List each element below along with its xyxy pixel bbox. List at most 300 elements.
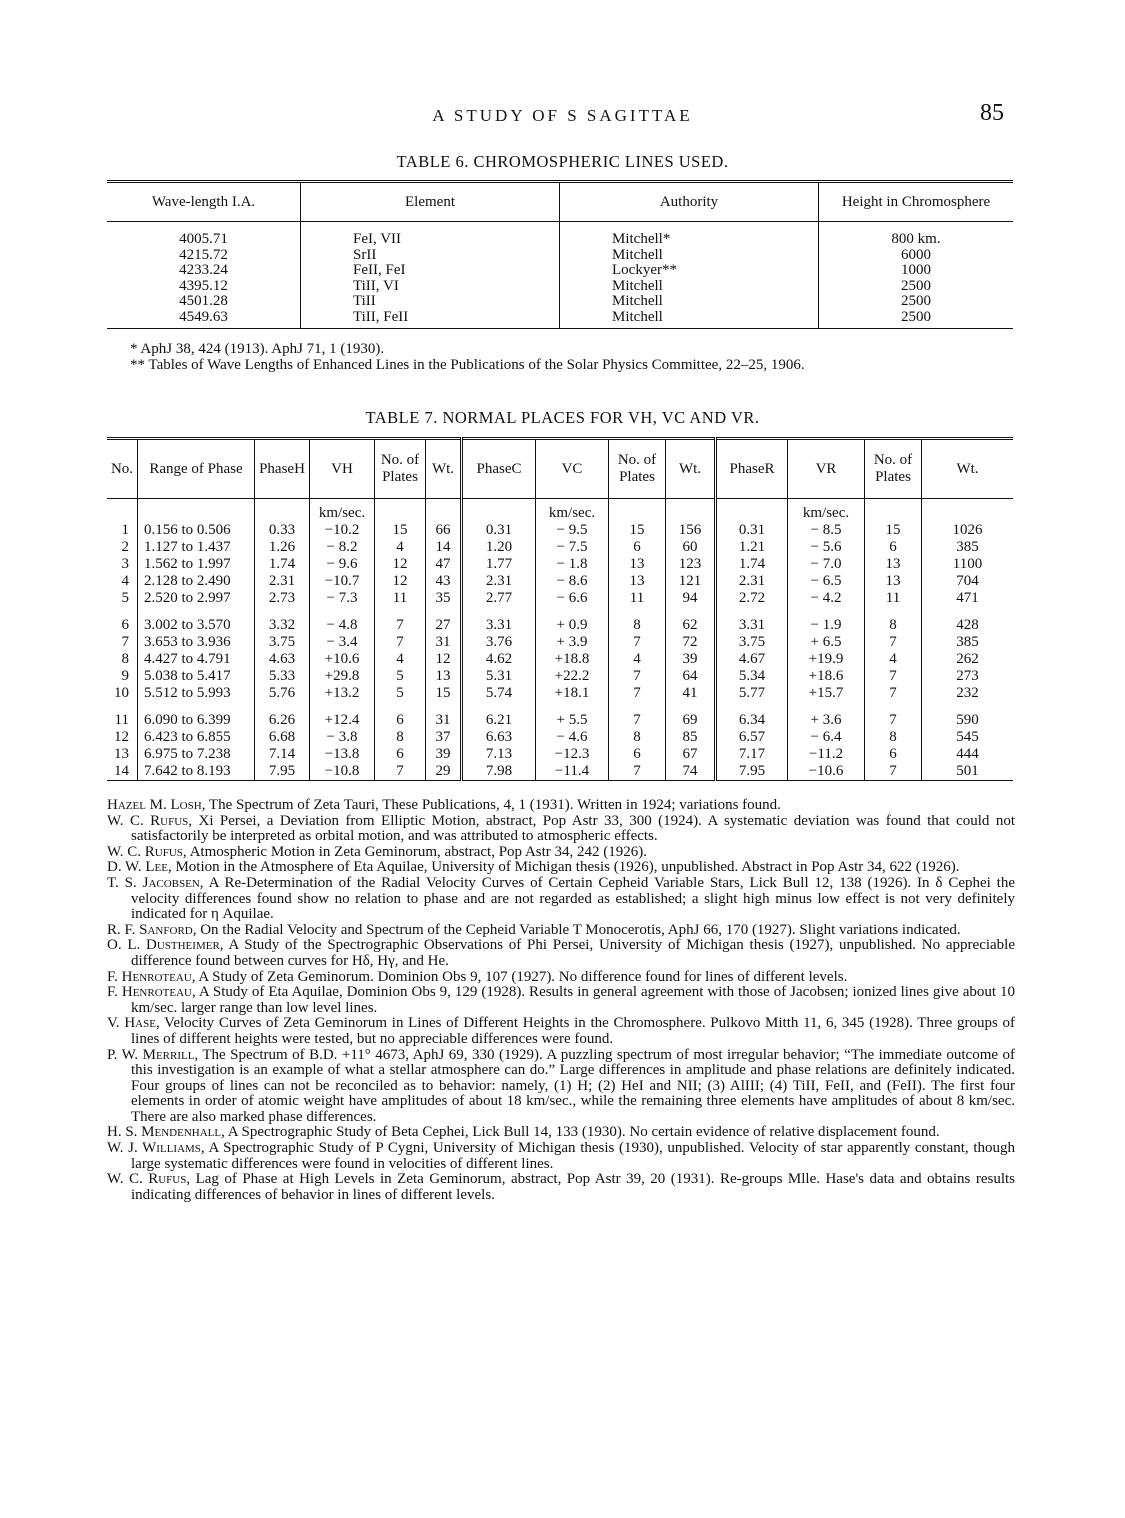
weight-h-cell: 66 xyxy=(426,522,462,539)
phase-c-cell: 0.31 xyxy=(462,522,536,539)
table7-title: TABLE 7. NORMAL PLACES FOR VH, VC AND VR. xyxy=(365,408,760,427)
weight-h-cell: 43 xyxy=(426,573,462,590)
velocity-c-cell: + 0.9 xyxy=(536,607,609,634)
weight-c-cell: 69 xyxy=(666,702,716,729)
velocity-c-cell: +18.8 xyxy=(536,651,609,668)
weight-h-cell: 31 xyxy=(426,702,462,729)
plates-r-cell: 7 xyxy=(865,685,922,702)
table6-title: TABLE 6. CHROMOSPHERIC LINES USED. xyxy=(396,152,729,171)
weight-r-cell: 428 xyxy=(922,607,1014,634)
row-number-cell: 9 xyxy=(121,668,129,684)
weight-r-cell: 471 xyxy=(922,590,1014,607)
phase-range-cell: 2.520 to 2.997 xyxy=(138,590,255,607)
phase-range-cell: 1.127 to 1.437 xyxy=(138,539,255,556)
phase-h-cell: 6.26 xyxy=(255,702,310,729)
element-cell: FeI, VII xyxy=(301,222,560,248)
plates-c-cell: 7 xyxy=(609,763,666,781)
phase-c-cell: 6.21 xyxy=(462,702,536,729)
table7-header-plates-r: No. of Plates xyxy=(865,439,922,499)
reference-entry xyxy=(107,876,1015,923)
row-number-cell: 13 xyxy=(114,746,129,762)
velocity-h-cell: −10.8 xyxy=(310,763,375,781)
weight-c-cell: 74 xyxy=(666,763,716,781)
height-cell: 1000 xyxy=(819,263,1014,279)
velocity-h-cell: − 3.4 xyxy=(310,634,375,651)
phase-r-cell: 6.57 xyxy=(716,729,788,746)
plates-h-cell: 7 xyxy=(375,763,426,781)
phase-range-cell: 4.427 to 4.791 xyxy=(138,651,255,668)
row-number-cell: 5 xyxy=(121,590,129,606)
phase-range-cell: 3.653 to 3.936 xyxy=(138,634,255,651)
table-row xyxy=(107,294,1013,310)
reference-entry xyxy=(107,814,1015,845)
wavelength-cell: 4233.24 xyxy=(179,262,228,279)
weight-c-cell: 64 xyxy=(666,668,716,685)
velocity-r-cell: − 5.6 xyxy=(788,539,865,556)
reference-text: , A Spectrographic Study of Beta Cephei, Lick Bull 14, 133 (1930). No certain evidence of relative displacement found. xyxy=(221,1124,940,1141)
table-row xyxy=(107,746,1013,763)
authority-cell: Mitchell xyxy=(560,279,819,295)
row-number-cell: 11 xyxy=(114,712,129,728)
reference-author: W. C. Rufus xyxy=(107,843,183,860)
weight-h-cell: 14 xyxy=(426,539,462,556)
phase-c-cell: 6.63 xyxy=(462,729,536,746)
table6-header-authority: Authority xyxy=(560,182,819,222)
reference-author: H. S. Mendenhall xyxy=(107,1124,222,1141)
velocity-c-cell: −12.3 xyxy=(536,746,609,763)
reference-author: Hazel M. Losh xyxy=(107,797,202,813)
table7-header-no: No. xyxy=(107,439,138,499)
plates-r-cell: 7 xyxy=(865,702,922,729)
reference-entry xyxy=(107,798,1015,814)
velocity-r-cell: − 8.5 xyxy=(788,522,865,539)
table-row xyxy=(107,685,1013,702)
plates-h-cell: 6 xyxy=(375,702,426,729)
reference-text: , Atmospheric Motion in Zeta Geminorum, abstract, Pop Astr 34, 242 (1926). xyxy=(182,843,648,860)
table7-header-plates-h: No. of Plates xyxy=(375,439,426,499)
reference-text: , On the Radial Velocity and Spectrum of the Cepheid Variable T Monocerotis, AphJ 66, 170 (1927). Slight variations indicated. xyxy=(192,921,961,938)
velocity-c-cell: + 3.9 xyxy=(536,634,609,651)
footnote-2: ** Tables of Wave Lengths of Enhanced Lines in the Publications of the Solar Physics Committee, 22–25, 1906. xyxy=(130,356,805,373)
table6-header-row xyxy=(107,182,1013,222)
weight-r-cell: 232 xyxy=(922,685,1014,702)
plates-h-cell: 4 xyxy=(375,651,426,668)
weight-h-cell: 47 xyxy=(426,556,462,573)
weight-r-cell: 262 xyxy=(922,651,1014,668)
plates-h-cell: 4 xyxy=(375,539,426,556)
weight-c-cell: 121 xyxy=(666,573,716,590)
table7-header-phase-r: PhaseR xyxy=(716,439,788,499)
weight-c-cell: 123 xyxy=(666,556,716,573)
row-number-cell: 2 xyxy=(121,539,129,555)
reference-text: , Motion in the Atmosphere of Eta Aquilae, University of Michigan thesis (1926), unpublished. Abstract in Pop Astr 34, 622 (1926). xyxy=(167,859,960,876)
wavelength-cell: 4395.12 xyxy=(179,277,228,294)
weight-c-cell: 156 xyxy=(666,522,716,539)
velocity-r-cell: − 6.4 xyxy=(788,729,865,746)
velocity-c-cell: − 9.5 xyxy=(536,522,609,539)
weight-c-cell: 67 xyxy=(666,746,716,763)
phase-r-cell: 2.31 xyxy=(716,573,788,590)
phase-h-cell: 5.33 xyxy=(255,668,310,685)
weight-h-cell: 15 xyxy=(426,685,462,702)
phase-r-cell: 7.95 xyxy=(716,763,788,781)
height-cell: 6000 xyxy=(819,248,1014,264)
reference-entry xyxy=(107,1141,1015,1172)
row-number-cell: 4 xyxy=(121,573,129,589)
velocity-r-cell: − 6.5 xyxy=(788,573,865,590)
table7-normal-places xyxy=(107,437,1013,781)
velocity-c-cell: −11.4 xyxy=(536,763,609,781)
velocity-c-cell: +22.2 xyxy=(536,668,609,685)
weight-r-cell: 273 xyxy=(922,668,1014,685)
reference-entry xyxy=(107,1016,1015,1047)
reference-entry xyxy=(107,1125,1015,1141)
reference-text: , The Spectrum of B.D. +11° 4673, AphJ 69, 330 (1929). A puzzling spectrum of most irregular behavior; “The immediate outcome of this investigation is an example of what a stellar atmosphere can do.” Large differences in amplitude and phase relations are definitely indicated. Four groups of lines can not be reconciled as to behavior: namely, (1) H; (2) HeI and NII; (3) AlIII; (4) TiII, FeII, and (FeII). The first four elements in order of atomic weight have amplitudes of about 18 km/sec., while the remaining three elements have amplitudes of about 8 km/sec. There are also marked phase differences. xyxy=(131,1046,1015,1125)
velocity-c-cell: − 4.6 xyxy=(536,729,609,746)
phase-c-cell: 7.13 xyxy=(462,746,536,763)
phase-range-cell: 1.562 to 1.997 xyxy=(138,556,255,573)
table-row xyxy=(107,607,1013,634)
plates-c-cell: 13 xyxy=(609,573,666,590)
authority-cell: Mitchell xyxy=(560,294,819,310)
plates-h-cell: 6 xyxy=(375,746,426,763)
phase-c-cell: 3.76 xyxy=(462,634,536,651)
velocity-r-cell: − 4.2 xyxy=(788,590,865,607)
plates-r-cell: 8 xyxy=(865,607,922,634)
phase-h-cell: 3.32 xyxy=(255,607,310,634)
phase-c-cell: 5.74 xyxy=(462,685,536,702)
velocity-r-cell: −11.2 xyxy=(788,746,865,763)
phase-c-cell: 5.31 xyxy=(462,668,536,685)
phase-r-cell: 5.34 xyxy=(716,668,788,685)
velocity-h-cell: − 9.6 xyxy=(310,556,375,573)
reference-text: , A Re-Determination of the Radial Velocity Curves of Certain Cepheid Variable Stars, Lick Bull 12, 138 (1926). In δ Cephei the velocity differences found show no relation to phase and are not regarded as established; a slight high minus low effect is not very definitely indicated for η Aquilae. xyxy=(131,874,1015,923)
element-cell: SrII xyxy=(301,248,560,264)
plates-c-cell: 7 xyxy=(609,685,666,702)
plates-c-cell: 13 xyxy=(609,556,666,573)
running-head: A STUDY OF S SAGITTAE xyxy=(432,106,693,125)
velocity-h-cell: − 4.8 xyxy=(310,607,375,634)
velocity-h-cell: +29.8 xyxy=(310,668,375,685)
element-cell: TiII, VI xyxy=(301,279,560,295)
reference-author: W. C. Rufus xyxy=(107,812,189,829)
authority-cell: Mitchell xyxy=(560,310,819,328)
row-number-cell: 12 xyxy=(114,729,129,745)
authority-cell: Mitchell* xyxy=(560,222,819,248)
table7-header-phase-c: PhaseC xyxy=(462,439,536,499)
weight-c-cell: 39 xyxy=(666,651,716,668)
reference-entry xyxy=(107,860,1015,876)
velocity-c-cell: − 8.6 xyxy=(536,573,609,590)
plates-h-cell: 7 xyxy=(375,607,426,634)
plates-r-cell: 8 xyxy=(865,729,922,746)
wavelength-cell: 4549.63 xyxy=(107,310,301,328)
plates-h-cell: 11 xyxy=(375,590,426,607)
reference-author: F. Henroteau xyxy=(107,984,192,1001)
plates-r-cell: 7 xyxy=(865,763,922,781)
reference-entry xyxy=(107,1048,1015,1126)
weight-r-cell: 590 xyxy=(922,702,1014,729)
unit-label: km/sec. xyxy=(788,499,865,523)
unit-label: km/sec. xyxy=(536,499,609,523)
table7-header-v-c: VC xyxy=(536,439,609,499)
phase-range-cell: 5.512 to 5.993 xyxy=(138,685,255,702)
phase-c-cell: 1.77 xyxy=(462,556,536,573)
weight-r-cell: 704 xyxy=(922,573,1014,590)
plates-c-cell: 8 xyxy=(609,607,666,634)
height-cell: 2500 xyxy=(819,294,1014,310)
velocity-c-cell: − 6.6 xyxy=(536,590,609,607)
velocity-h-cell: − 8.2 xyxy=(310,539,375,556)
reference-author: F. Henroteau xyxy=(107,968,192,985)
phase-range-cell: 6.423 to 6.855 xyxy=(138,729,255,746)
weight-r-cell: 545 xyxy=(922,729,1014,746)
phase-c-cell: 2.77 xyxy=(462,590,536,607)
weight-r-cell: 385 xyxy=(922,539,1014,556)
row-number-cell: 14 xyxy=(107,763,138,781)
reference-entry xyxy=(107,1172,1015,1203)
reference-text: , Xi Persei, a Deviation from Elliptic Motion, abstract, Pop Astr 33, 300 (1924). A systematic deviation was found that could not satisfactorily be interpreted as orbital motion, and was attributed to atmospheric effects. xyxy=(131,812,1015,845)
reference-author: T. S. Jacobsen xyxy=(107,874,200,891)
weight-r-cell: 1026 xyxy=(922,522,1014,539)
reference-author: W. C. Rufus xyxy=(107,1171,187,1188)
table-row xyxy=(107,668,1013,685)
phase-c-cell: 4.62 xyxy=(462,651,536,668)
reference-author: R. F. Sanford xyxy=(107,921,193,938)
wavelength-cell: 4501.28 xyxy=(179,293,228,310)
wavelength-cell: 4215.72 xyxy=(179,246,228,263)
phase-r-cell: 7.17 xyxy=(716,746,788,763)
plates-h-cell: 15 xyxy=(375,522,426,539)
reference-text: , The Spectrum of Zeta Tauri, These Publications, 4, 1 (1931). Written in 1924; variations found. xyxy=(201,797,781,813)
velocity-h-cell: −13.8 xyxy=(310,746,375,763)
unit-label: km/sec. xyxy=(310,499,375,523)
reference-author: P. W. Merrill xyxy=(107,1046,195,1063)
wavelength-cell: 4005.71 xyxy=(179,231,228,247)
plates-c-cell: 6 xyxy=(609,539,666,556)
phase-c-cell: 3.31 xyxy=(462,607,536,634)
phase-range-cell: 5.038 to 5.417 xyxy=(138,668,255,685)
plates-r-cell: 6 xyxy=(865,539,922,556)
height-cell: 2500 xyxy=(819,279,1014,295)
weight-h-cell: 39 xyxy=(426,746,462,763)
plates-r-cell: 7 xyxy=(865,668,922,685)
phase-h-cell: 1.26 xyxy=(255,539,310,556)
phase-r-cell: 0.31 xyxy=(716,522,788,539)
weight-c-cell: 41 xyxy=(666,685,716,702)
velocity-h-cell: − 3.8 xyxy=(310,729,375,746)
weight-h-cell: 35 xyxy=(426,590,462,607)
weight-r-cell: 385 xyxy=(922,634,1014,651)
table6-footnotes xyxy=(130,342,805,373)
phase-range-cell: 6.975 to 7.238 xyxy=(138,746,255,763)
velocity-c-cell: − 7.5 xyxy=(536,539,609,556)
reference-text: , A Study of the Spectrographic Observations of Phi Persei, University of Michigan thesis (1927), unpublished. No appreciable difference found between curves for Hδ, Hγ, and He. xyxy=(131,937,1015,969)
authority-cell: Mitchell xyxy=(560,248,819,264)
phase-range-cell: 3.002 to 3.570 xyxy=(138,607,255,634)
phase-c-cell: 1.20 xyxy=(462,539,536,556)
plates-c-cell: 11 xyxy=(609,590,666,607)
plates-r-cell: 15 xyxy=(865,522,922,539)
reference-author: W. J. Williams xyxy=(107,1140,201,1157)
plates-c-cell: 7 xyxy=(609,634,666,651)
weight-c-cell: 94 xyxy=(666,590,716,607)
plates-c-cell: 7 xyxy=(609,702,666,729)
reference-entry xyxy=(107,938,1015,969)
phase-range-cell: 0.156 to 0.506 xyxy=(138,522,255,539)
table-row xyxy=(107,573,1013,590)
table7-header-v-h: VH xyxy=(310,439,375,499)
table6-header-wavelength: Wave-length I.A. xyxy=(107,182,301,222)
weight-h-cell: 31 xyxy=(426,634,462,651)
velocity-r-cell: +19.9 xyxy=(788,651,865,668)
reference-text: , Lag of Phase at High Levels in Zeta Geminorum, abstract, Pop Astr 39, 20 (1931). Re-groups Mlle. Hase's data and obtains results indicating differences of behavior in lines of different levels. xyxy=(131,1171,1015,1203)
plates-h-cell: 5 xyxy=(375,685,426,702)
phase-h-cell: 6.68 xyxy=(255,729,310,746)
references-list xyxy=(107,798,1015,1203)
table-row xyxy=(107,729,1013,746)
plates-r-cell: 13 xyxy=(865,556,922,573)
velocity-h-cell: −10.2 xyxy=(310,522,375,539)
phase-h-cell: 1.74 xyxy=(255,556,310,573)
phase-r-cell: 4.67 xyxy=(716,651,788,668)
table-row xyxy=(107,763,1013,781)
plates-c-cell: 8 xyxy=(609,729,666,746)
table-row xyxy=(107,263,1013,279)
reference-entry xyxy=(107,923,1015,939)
table7-header-wt-h: Wt. xyxy=(426,439,462,499)
velocity-h-cell: −10.7 xyxy=(310,573,375,590)
phase-c-cell: 2.31 xyxy=(462,573,536,590)
velocity-r-cell: + 3.6 xyxy=(788,702,865,729)
page-number: 85 xyxy=(980,100,1004,126)
table-row xyxy=(107,539,1013,556)
reference-text: , Velocity Curves of Zeta Geminorum in Lines of Different Heights in the Chromosphere. Pulkovo Mitth 11, 6, 345 (1928). Three groups of lines of different heights were tested, but no appreciable differences were found. xyxy=(131,1015,1015,1047)
footnote-1: * AphJ 38, 424 (1913). AphJ 71, 1 (1930). xyxy=(130,341,385,357)
element-cell: FeII, FeI xyxy=(301,263,560,279)
table7-units-row xyxy=(107,499,1013,523)
table7-header-plates-c: No. of Plates xyxy=(609,439,666,499)
table-row xyxy=(107,522,1013,539)
velocity-r-cell: − 7.0 xyxy=(788,556,865,573)
reference-text: , A Study of Zeta Geminorum. Dominion Obs 9, 107 (1927). No difference found for lines of different levels. xyxy=(191,968,848,985)
plates-c-cell: 7 xyxy=(609,668,666,685)
plates-c-cell: 4 xyxy=(609,651,666,668)
velocity-c-cell: + 5.5 xyxy=(536,702,609,729)
table-row xyxy=(107,634,1013,651)
phase-h-cell: 7.95 xyxy=(255,763,310,781)
weight-h-cell: 13 xyxy=(426,668,462,685)
plates-r-cell: 6 xyxy=(865,746,922,763)
plates-c-cell: 15 xyxy=(609,522,666,539)
reference-author: O. L. Dustheimer xyxy=(107,937,220,954)
phase-h-cell: 5.76 xyxy=(255,685,310,702)
table-row xyxy=(107,248,1013,264)
velocity-h-cell: − 7.3 xyxy=(310,590,375,607)
reference-author: V. Hase xyxy=(107,1015,156,1032)
element-cell: TiII xyxy=(301,294,560,310)
phase-h-cell: 0.33 xyxy=(255,522,310,539)
row-number-cell: 7 xyxy=(121,634,129,650)
element-cell: TiII, FeII xyxy=(301,310,560,328)
velocity-h-cell: +13.2 xyxy=(310,685,375,702)
table7-header-wt-c: Wt. xyxy=(666,439,716,499)
weight-h-cell: 29 xyxy=(426,763,462,781)
phase-r-cell: 3.31 xyxy=(716,607,788,634)
phase-r-cell: 2.72 xyxy=(716,590,788,607)
table7-header-wt-r: Wt. xyxy=(922,439,1014,499)
velocity-r-cell: +18.6 xyxy=(788,668,865,685)
phase-r-cell: 3.75 xyxy=(716,634,788,651)
weight-c-cell: 72 xyxy=(666,634,716,651)
table-row xyxy=(107,651,1013,668)
authority-cell: Lockyer** xyxy=(560,263,819,279)
plates-c-cell: 6 xyxy=(609,746,666,763)
phase-r-cell: 5.77 xyxy=(716,685,788,702)
plates-h-cell: 12 xyxy=(375,573,426,590)
plates-r-cell: 4 xyxy=(865,651,922,668)
velocity-r-cell: +15.7 xyxy=(788,685,865,702)
plates-h-cell: 12 xyxy=(375,556,426,573)
table-row xyxy=(107,310,1013,328)
row-number-cell: 6 xyxy=(121,617,129,633)
phase-range-cell: 7.642 to 8.193 xyxy=(138,763,255,781)
velocity-h-cell: +10.6 xyxy=(310,651,375,668)
reference-entry xyxy=(107,985,1015,1016)
table-row xyxy=(107,222,1013,248)
table-row xyxy=(107,590,1013,607)
weight-c-cell: 60 xyxy=(666,539,716,556)
phase-range-cell: 2.128 to 2.490 xyxy=(138,573,255,590)
velocity-c-cell: − 1.8 xyxy=(536,556,609,573)
reference-author: D. W. Lee xyxy=(107,859,168,876)
weight-h-cell: 12 xyxy=(426,651,462,668)
velocity-r-cell: −10.6 xyxy=(788,763,865,781)
table6-chromospheric-lines xyxy=(107,180,1013,329)
weight-h-cell: 37 xyxy=(426,729,462,746)
height-cell: 800 km. xyxy=(819,222,1014,248)
velocity-h-cell: +12.4 xyxy=(310,702,375,729)
row-number-cell: 1 xyxy=(121,522,129,538)
phase-h-cell: 2.31 xyxy=(255,573,310,590)
phase-h-cell: 3.75 xyxy=(255,634,310,651)
row-number-cell: 3 xyxy=(121,556,129,572)
phase-h-cell: 7.14 xyxy=(255,746,310,763)
table7-header-v-r: VR xyxy=(788,439,865,499)
reference-text: , A Study of Eta Aquilae, Dominion Obs 9, 129 (1928). Results in general agreement with those of Jacobsen; ionized lines give about 10 km/sec. larger range than low level lines. xyxy=(131,984,1016,1016)
weight-r-cell: 444 xyxy=(922,746,1014,763)
velocity-c-cell: +18.1 xyxy=(536,685,609,702)
table-row xyxy=(107,556,1013,573)
weight-r-cell: 1100 xyxy=(922,556,1014,573)
velocity-r-cell: − 1.9 xyxy=(788,607,865,634)
weight-h-cell: 27 xyxy=(426,607,462,634)
reference-entry xyxy=(107,845,1015,861)
table-row xyxy=(107,279,1013,295)
phase-r-cell: 6.34 xyxy=(716,702,788,729)
phase-r-cell: 1.74 xyxy=(716,556,788,573)
plates-r-cell: 13 xyxy=(865,573,922,590)
table7-header-row xyxy=(107,439,1013,499)
plates-h-cell: 8 xyxy=(375,729,426,746)
phase-c-cell: 7.98 xyxy=(462,763,536,781)
table6-header-element: Element xyxy=(301,182,560,222)
phase-h-cell: 4.63 xyxy=(255,651,310,668)
plates-r-cell: 11 xyxy=(865,590,922,607)
weight-r-cell: 501 xyxy=(922,763,1014,781)
phase-range-cell: 6.090 to 6.399 xyxy=(138,702,255,729)
weight-c-cell: 62 xyxy=(666,607,716,634)
